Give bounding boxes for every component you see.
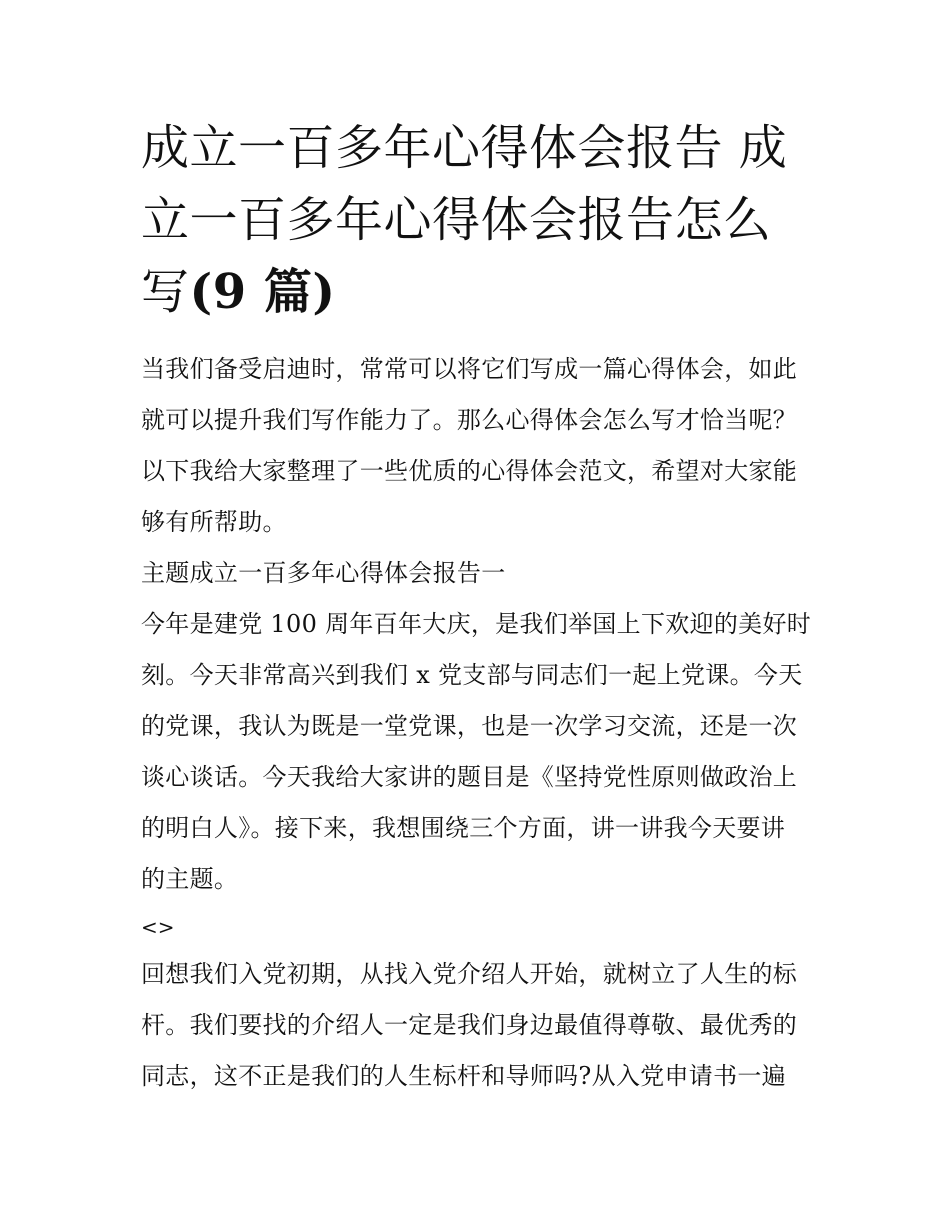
closing-line: 杆。我们要找的介绍人一定是我们身边最值得尊敬、最优秀的 — [141, 1011, 798, 1039]
intro-line: 以下我给大家整理了一些优质的心得体会范文，希望对大家能 — [141, 457, 798, 485]
closing-paragraph — [141, 949, 816, 1102]
section-line: 的党课，我认为既是一堂党课，也是一次学习交流，还是一次 — [141, 712, 798, 740]
intro-line: 当我们备受启迪时，常常可以将它们写成一篇心得体会，如此 — [141, 355, 798, 383]
intro-paragraph — [141, 344, 816, 548]
document-title — [141, 112, 816, 328]
title-count-bold: (9 — [189, 264, 247, 320]
title-line: 成立一百多年心得体会报告 成 — [141, 120, 788, 176]
section-line: 刻。今天非常高兴到我们 x 党支部与同志们一起上党课。今天 — [141, 661, 803, 689]
section-line: 的主题。 — [141, 865, 239, 893]
closing-line: 同志，这不正是我们的人生标杆和导师吗?从入党申请书一遍 — [141, 1062, 786, 1090]
section-line: 的明白人》。接下来，我想围绕三个方面，讲一讲我今天要讲 — [141, 814, 786, 842]
section-paragraph — [141, 599, 816, 905]
title-line — [141, 256, 816, 328]
intro-line: 就可以提升我们写作能力了。那么心得体会怎么写才恰当呢？ — [141, 406, 798, 434]
document-content — [141, 112, 816, 1102]
title-last-suffix: 篇) — [246, 264, 336, 320]
intro-line: 够有所帮助。 — [141, 508, 287, 536]
section-heading-text: 主题成立一百多年心得体会报告一 — [141, 559, 506, 587]
section-heading — [141, 548, 816, 599]
title-line: 立一百多年心得体会报告怎么 — [141, 192, 772, 248]
section-line: 今年是建党 100 周年百年大庆，是我们举国上下欢迎的美好时 — [141, 610, 812, 638]
closing-line: 回想我们入党初期，从找入党介绍人开始，就树立了人生的标 — [141, 960, 798, 988]
title-last-prefix: 写 — [141, 264, 190, 320]
section-line: 谈心谈话。今天我给大家讲的题目是《坚持党性原则做政治上 — [141, 763, 798, 791]
section-marker: <> — [141, 915, 175, 939]
